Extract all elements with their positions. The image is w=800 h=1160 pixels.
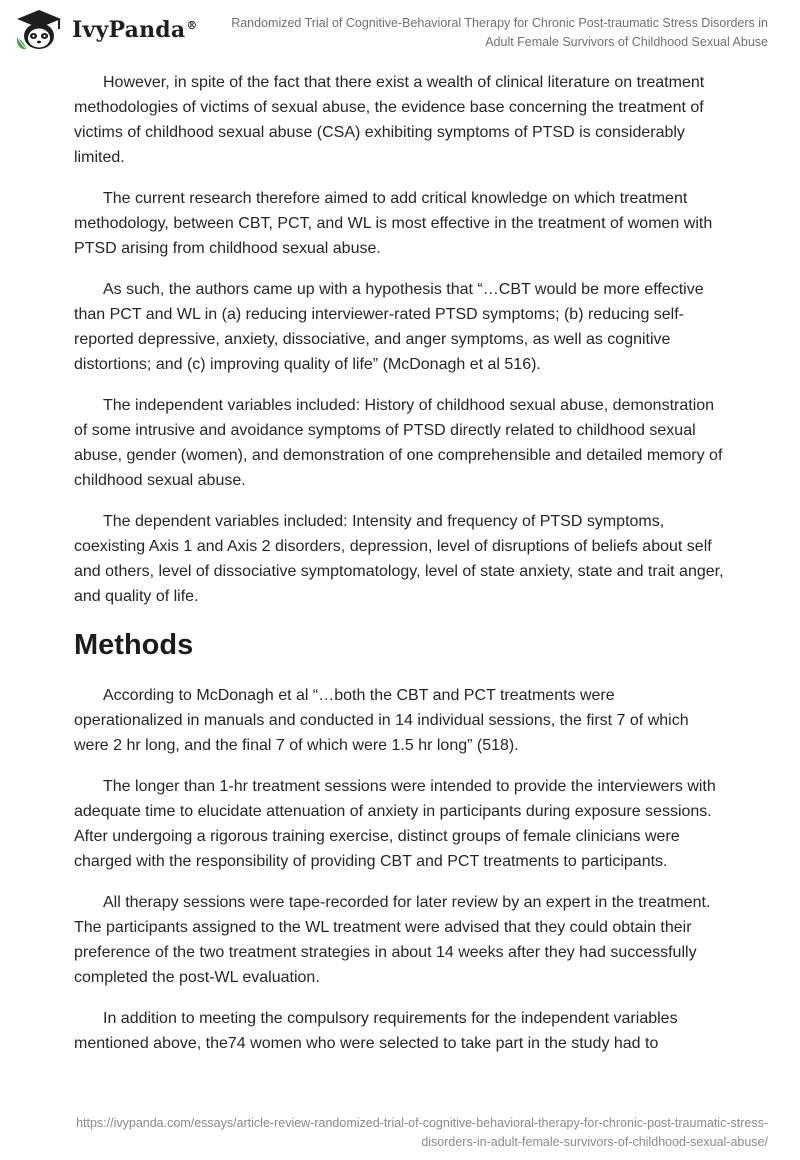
panda-graduate-icon <box>14 8 64 52</box>
article-body <box>74 70 724 1072</box>
paragraph: All therapy sessions were tape-recorded for later review by an expert in the treatment. The participants assigned to the WL treatment were advised that they could obtain their preference of the two treatment strategies in about 14 weeks after they had successfully completed the post-WL evaluation. <box>74 894 711 986</box>
brand-text: IvyPanda <box>72 17 186 43</box>
paragraph: According to McDonagh et al “…both the CBT and PCT treatments were operationalized in manuals and conducted in 14 individual sessions, the first 7 of which were 2 hr long, and the final 7 of which were 1.5 hr long” (518). <box>74 687 689 754</box>
paragraph: The dependent variables included: Intensity and frequency of PTSD symptoms, coexisting Axis 1 and Axis 2 disorders, depression, level of disruptions of beliefs about self and others, level of dissociative symptomatology, level of state anxiety, state and trait anger, and quality of life. <box>74 513 724 605</box>
document-title <box>208 14 768 52</box>
brand-name <box>72 17 198 43</box>
paragraph: The independent variables included: History of childhood sexual abuse, demonstration of some intrusive and avoidance symptoms of PTSD directly related to childhood sexual abuse, gender (women), and demonstration of one comprehensible and detailed memory of childhood sexual abuse. <box>74 397 723 489</box>
source-url-line[interactable]: https://ivypanda.com/essays/article-review-randomized-trial-of-cognitive-behavioral-therapy-for-chronic-post-traumatic-stress- <box>76 1116 768 1130</box>
paragraph: However, in spite of the fact that there exist a wealth of clinical literature on treatment methodologies of victims of sexual abuse, the evidence base concerning the treatment of victims of childhood sexual abuse (CSA) exhibiting symptoms of PTSD is considerably limited. <box>74 74 705 166</box>
section-heading-methods: Methods <box>74 629 194 661</box>
paragraph: As such, the authors came up with a hypothesis that “…CBT would be more effective than PCT and WL in (a) reducing interviewer-rated PTSD symptoms; (b) reducing self-reported depressive, anxiety, dissociative, and anger symptoms, as well as cognitive distortions; and (c) improving quality of life” (McDonagh et al 516). <box>74 281 704 373</box>
page-header <box>0 0 800 60</box>
source-url[interactable] <box>48 1114 768 1152</box>
document-title-line: Adult Female Survivors of Childhood Sexual Abuse <box>485 35 768 49</box>
document-title-line: Randomized Trial of Cognitive-Behavioral Therapy for Chronic Post-traumatic Stress Disorders in <box>231 16 768 30</box>
paragraph: The current research therefore aimed to add critical knowledge on which treatment methodology, between CBT, PCT, and WL is most effective in the treatment of women with PTSD arising from childhood sexual abuse. <box>74 190 713 257</box>
paragraph: In addition to meeting the compulsory requirements for the independent variables mentioned above, the74 women who were selected to take part in the study had to <box>74 1010 678 1052</box>
registered-mark: ® <box>186 18 198 32</box>
paragraph: The longer than 1-hr treatment sessions were intended to provide the interviewers with adequate time to elucidate attenuation of anxiety in participants during exposure sessions. After undergoing a rigorous training exercise, distinct groups of female clinicians were charged with the responsibility of providing CBT and PCT treatments to participants. <box>74 778 716 870</box>
ivypanda-logo[interactable] <box>14 8 198 52</box>
source-url-line[interactable]: disorders-in-adult-female-survivors-of-childhood-sexual-abuse/ <box>421 1135 768 1149</box>
